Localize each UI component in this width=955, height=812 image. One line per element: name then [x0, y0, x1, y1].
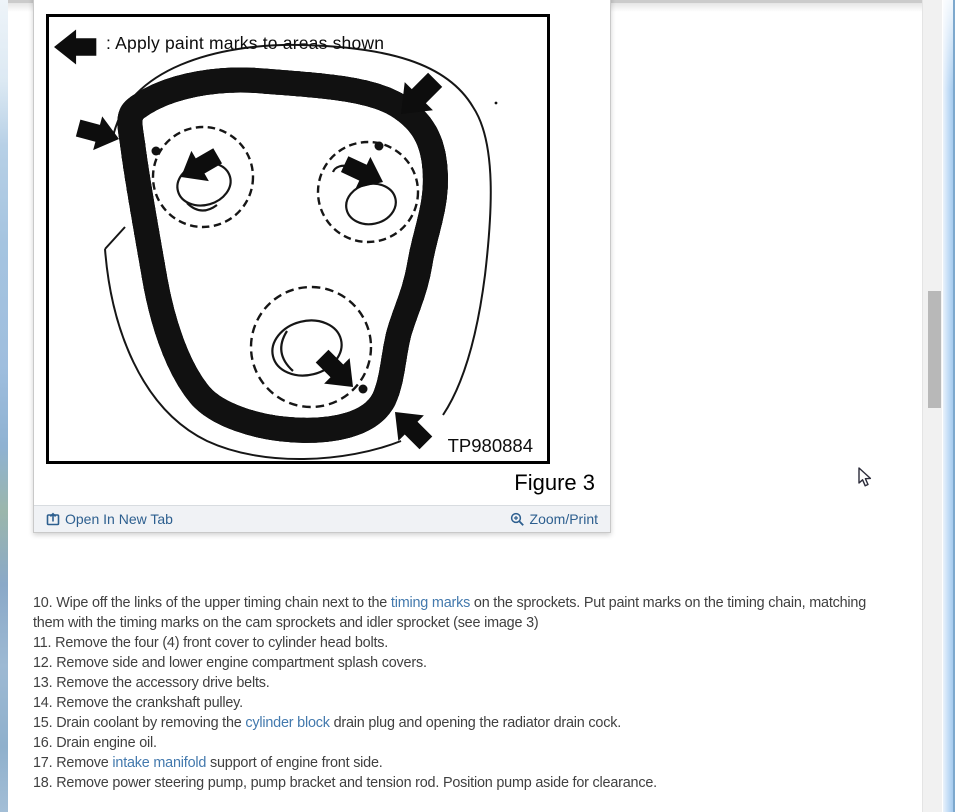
- timing-chain-loop: [130, 80, 436, 430]
- step-text: on the sprockets. Put paint marks on the timing chain, matching: [470, 595, 867, 611]
- step-text: support of engine front side.: [206, 755, 383, 771]
- legend-arrow-icon: [54, 30, 96, 65]
- background-strip-right: [943, 0, 955, 812]
- figure-image-code: TP980884: [447, 435, 533, 456]
- cam-sprocket-right: [318, 142, 418, 242]
- instruction-steps: [33, 593, 938, 793]
- inline-link[interactable]: intake manifold: [112, 755, 207, 771]
- figure-card: [33, 0, 611, 533]
- instruction-step: [33, 593, 938, 633]
- scrollbar-track[interactable]: [922, 0, 942, 812]
- step-text: them with the timing marks on the cam sprockets and idler sprocket (see image 3): [33, 615, 539, 631]
- instruction-step: [33, 773, 938, 793]
- step-text: 18. Remove power steering pump, pump bracket and tension rod. Position pump aside for clearance.: [33, 775, 657, 791]
- zoom-print-link[interactable]: [510, 511, 598, 527]
- step-text: 13. Remove the accessory drive belts.: [33, 675, 270, 691]
- paint-mark-dots: [152, 102, 498, 394]
- step-text: 14. Remove the crankshaft pulley.: [33, 695, 243, 711]
- timing-chain-diagram: [49, 17, 547, 461]
- instruction-step: [33, 693, 938, 713]
- instruction-step: [33, 633, 938, 653]
- background-image-strip: [0, 0, 8, 812]
- zoom-print-label: Zoom/Print: [529, 511, 598, 527]
- mouse-cursor: [858, 467, 872, 488]
- figure-footer-bar: [34, 505, 610, 532]
- instruction-step: [33, 653, 938, 673]
- step-text: 15. Drain coolant by removing the: [33, 715, 246, 731]
- step-text: 12. Remove side and lower engine compartment splash covers.: [33, 655, 427, 671]
- step-text: drain plug and opening the radiator drain cock.: [329, 715, 621, 731]
- instruction-step: [33, 753, 938, 773]
- inline-link[interactable]: timing marks: [390, 595, 471, 611]
- step-text: 16. Drain engine oil.: [33, 735, 157, 751]
- idler-sprocket: [251, 287, 371, 407]
- instruction-step: [33, 673, 938, 693]
- step-text: 10. Wipe off the links of the upper timing chain next to the: [33, 595, 391, 611]
- figure-caption: Figure 3: [514, 470, 595, 495]
- open-in-new-tab-link[interactable]: [46, 511, 173, 527]
- instruction-step: [33, 733, 938, 753]
- zoom-in-icon: [510, 512, 525, 527]
- inline-link[interactable]: cylinder block: [245, 715, 330, 731]
- timing-chain-figure: [46, 14, 550, 464]
- legend-text: : Apply paint marks to areas shown: [106, 33, 385, 53]
- step-text: 11. Remove the four (4) front cover to cylinder head bolts.: [33, 635, 389, 651]
- open-in-new-tab-icon: [46, 512, 60, 526]
- scrollbar-thumb[interactable]: [928, 291, 941, 408]
- instruction-step: [33, 713, 938, 733]
- step-text: 17. Remove: [33, 755, 113, 771]
- open-in-new-tab-label: Open In New Tab: [65, 511, 173, 527]
